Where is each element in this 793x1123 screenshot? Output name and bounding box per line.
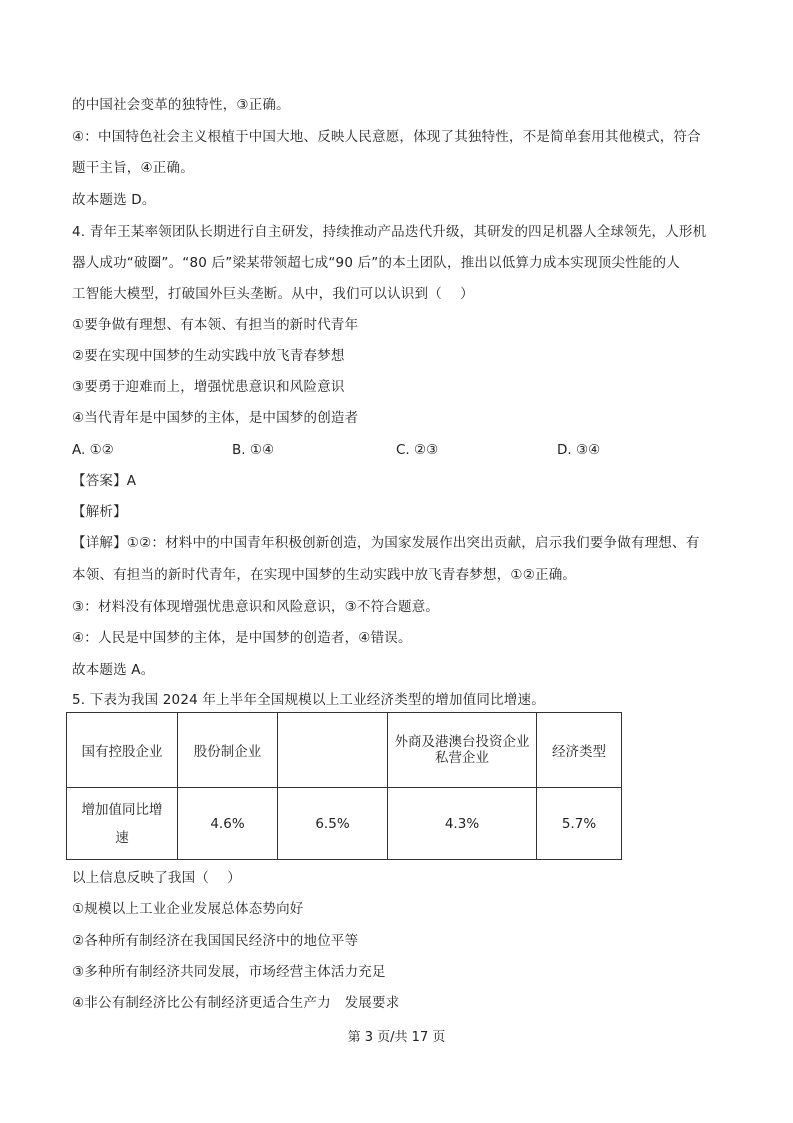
data-table [66,712,622,860]
text-line: 的中国社会变革的独特性，③正确。 [72,97,290,113]
option-b: B. ①④ [232,442,275,458]
explanation-line: ③：材料没有体现增强忧患意识和风险意识，③不符合题意。 [72,599,440,615]
question-5-statement: ③多种所有制经济共同发展，市场经营主体活力充足 [72,964,386,980]
question-5-prompt: 以上信息反映了我国（ ） [72,870,241,886]
explanation-line: 故本题选 A。 [72,662,155,678]
table-header-row [67,713,622,788]
table-row-label: 增加值同比增速 [67,788,178,860]
table-cell: 6.5% [278,788,388,860]
table-header-cell: 股份制企业 [178,713,278,788]
table-header-cell [278,713,388,788]
question-4-statement: ④当代青年是中国梦的主体，是中国梦的创造者 [72,410,359,426]
answer-label: 【答案】A [72,473,137,489]
text-line: 题干主旨，④正确。 [72,160,194,176]
question-4-stem: 工智能大模型，打破国外巨头垄断。从中，我们可以认识到（ ） [72,286,474,302]
explanation-line: 本领、有担当的新时代青年，在实现中国梦的生动实践中放飞青春梦想，①②正确。 [72,567,577,583]
table-cell: 5.7% [537,788,622,860]
question-5-statement: ④非公有制经济比公有制经济更适合生产力 发展要求 [72,995,400,1011]
text-line: ④：中国特色社会主义根植于中国大地、反映人民意愿，体现了其独特性，不是简单套用其他模式，符合 [72,129,701,145]
option-d: D. ③④ [557,442,601,458]
table-cell: 4.6% [178,788,278,860]
table-header-cell [388,713,537,788]
question-5-statement: ②各种所有制经济在我国国民经济中的地位平等 [72,933,359,949]
header-foreign-investment: 外商及港澳台投资企业 [394,734,530,750]
question-4-statement: ②要在实现中国梦的生动实践中放飞青春梦想 [72,348,345,364]
page-number-footer: 第 3 页/共 17 页 [347,1030,446,1045]
text-line: 故本题选 D。 [72,192,156,208]
option-c: C. ②③ [396,442,439,458]
explanation-line: 【详解】①②：材料中的中国青年积极创新创造，为国家发展作出突出贡献，启示我们要争做有理想、有 [72,535,700,551]
question-4-statement: ③要勇于迎难而上，增强忧患意识和风险意识 [72,379,345,395]
option-a: A. ①② [72,442,114,458]
question-4-statement: ①要争做有理想、有本领、有担当的新时代青年 [72,317,359,333]
question-5-stem: 5. 下表为我国 2024 年上半年全国规模以上工业经济类型的增加值同比增速。 [72,692,545,708]
question-4-stem: 器人成功“破圈”。“80 后”梁某带领超七成“90 后”的本土团队，推出以低算力成本实现顶尖性能的人 [72,255,680,271]
question-4-stem: 4. 青年王某率领团队长期进行自主研发，持续推动产品迭代升级，其研发的四足机器人全球领先，人形机 [72,224,707,240]
analysis-label: 【解析】 [72,504,127,520]
table-header-cell: 国有控股企业 [67,713,178,788]
question-5-statement: ①规模以上工业企业发展总体态势向好 [72,901,304,917]
header-private: 私营企业 [435,750,489,766]
table-cell: 4.3% [388,788,537,860]
explanation-line: ④：人民是中国梦的主体，是中国梦的创造者，④错误。 [72,630,412,646]
table-header-cell: 经济类型 [537,713,622,788]
table-row [67,788,622,860]
